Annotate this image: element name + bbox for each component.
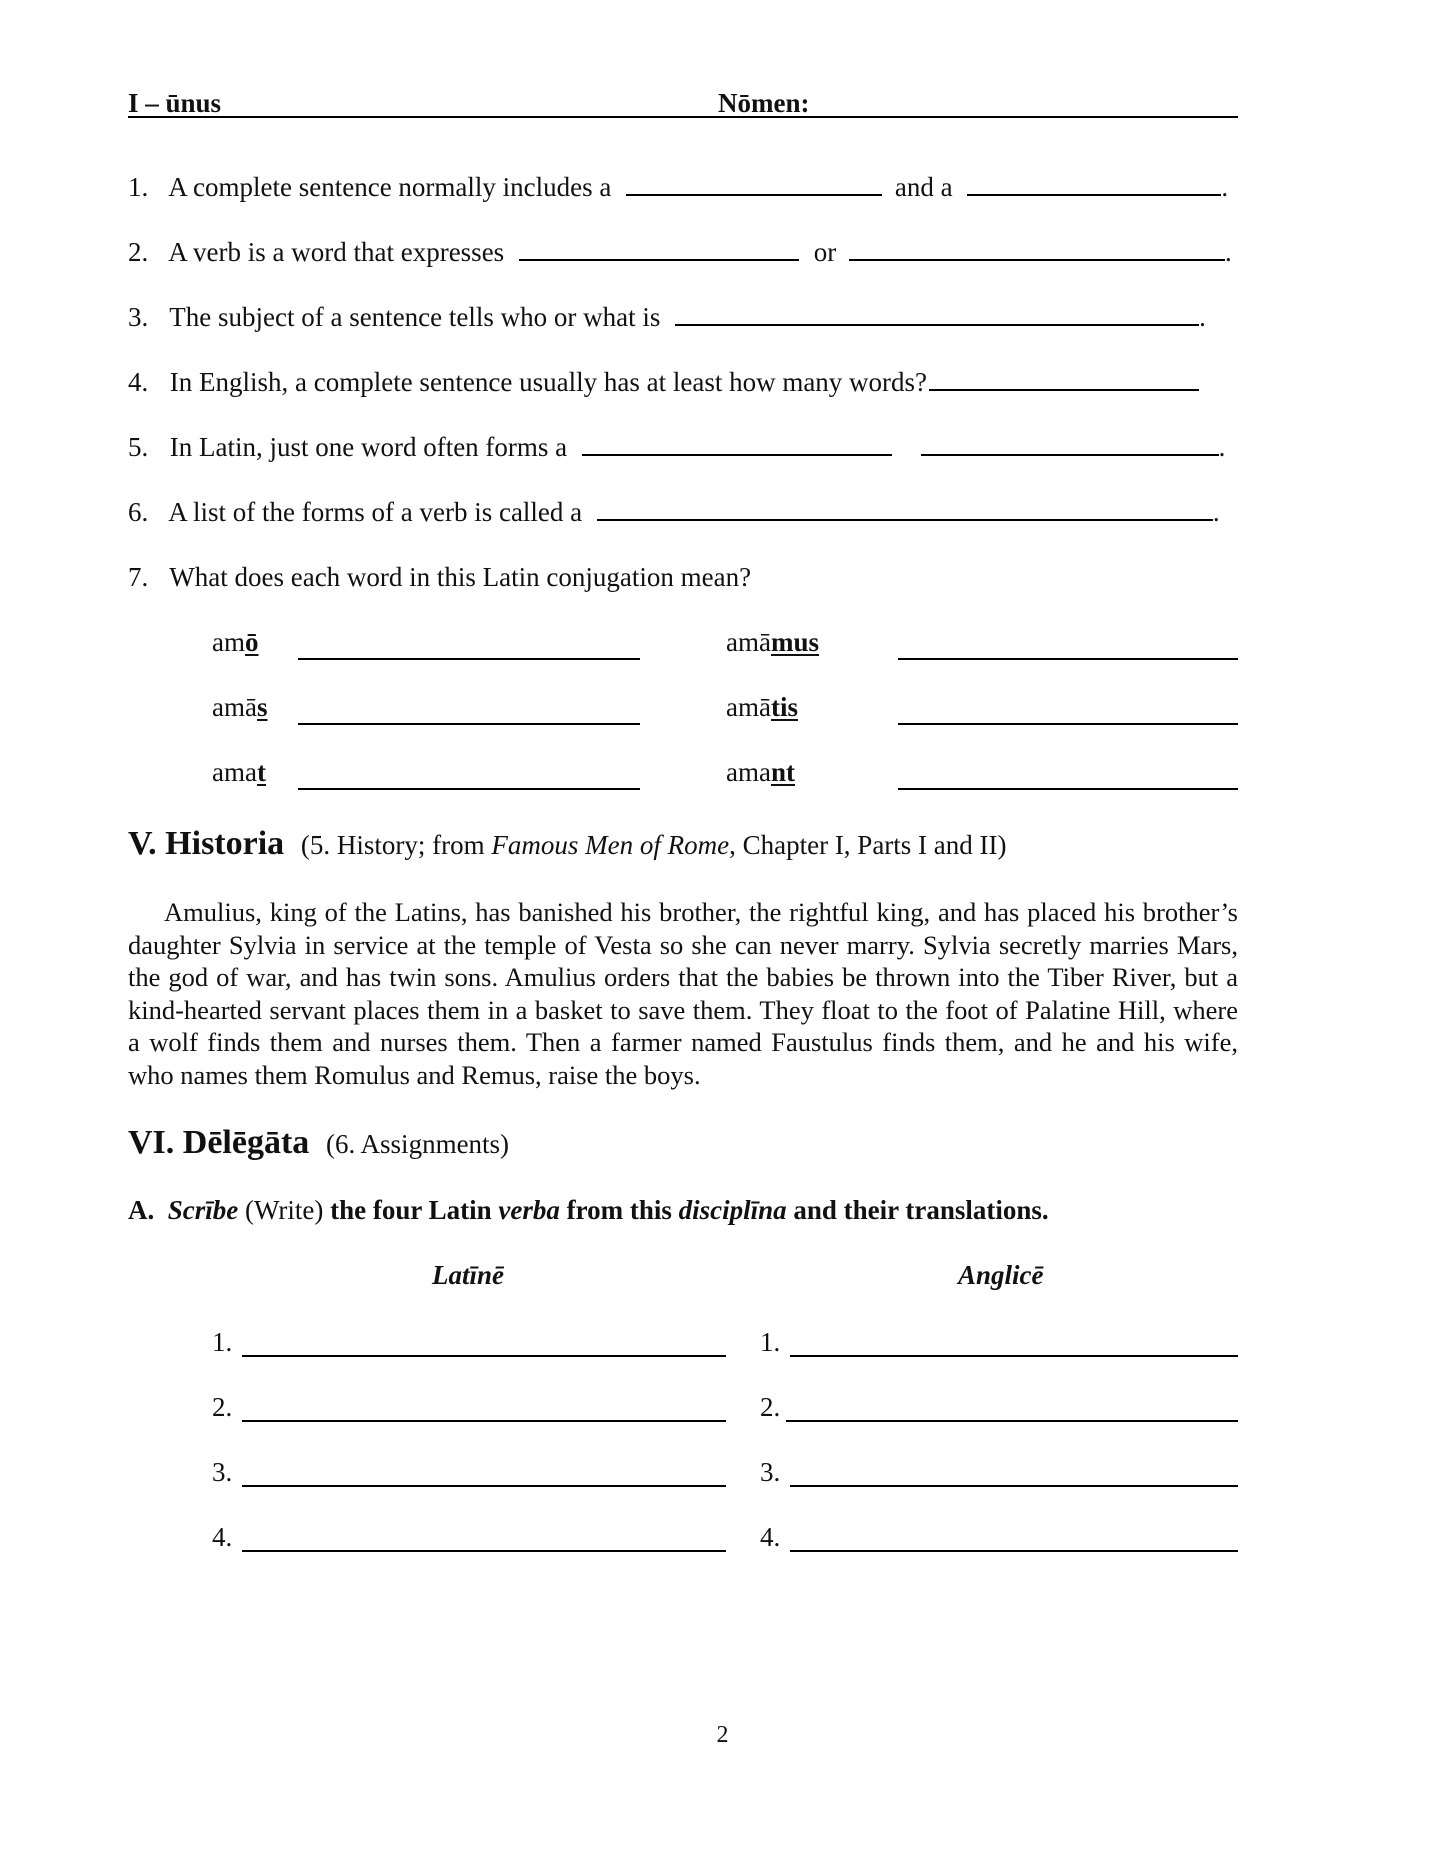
answer-blank[interactable] (597, 497, 1213, 521)
question-2 (128, 237, 1232, 268)
conjugation-blank[interactable] (898, 723, 1238, 725)
answer-blank[interactable] (967, 172, 1221, 196)
question-3 (128, 302, 1206, 333)
conjugation-word: amās (212, 692, 268, 722)
english-answer-line[interactable] (790, 1550, 1238, 1552)
question-6 (128, 497, 1220, 528)
question-text: In English, a complete sentence usually has at least how many words? (169, 367, 928, 397)
question-end: . (1218, 432, 1226, 462)
page-header (128, 88, 1238, 118)
conjugation-word: amat (212, 757, 266, 787)
assignment-instruction: A. Scrībe (Write) the four Latin verba from this disciplīna and their translations. (128, 1195, 1049, 1225)
column-heading-latin: Latīnē (432, 1260, 504, 1290)
question-number: 6. (128, 497, 149, 527)
question-number: 4. (128, 367, 149, 397)
page-number: 2 (716, 1722, 729, 1748)
english-answer-line[interactable] (786, 1420, 1238, 1422)
historia-paragraph: Amulius, king of the Latins, has banished his brother, the rightful king, and has placed his brother’s daughter Sylvia in service at the temple of Vesta so she can never marry. Sylvia secretly marries Mars, the god of war, and has twin sons. Amulius orders that the babies be thrown into the Tiber River, but a kind-hearted servant places them in a basket to save them. They float to the foot of Palatine Hill, where a wolf finds them and nurses them. Then a farmer named Faustulus finds them, and he and his wife, who names them Romulus and Remus, raise the boys. (128, 897, 1238, 1090)
latin-answer-line[interactable] (242, 1355, 726, 1357)
question-number: 2. (128, 237, 149, 267)
conjugation-word: amant (726, 757, 795, 787)
conjugation-blank[interactable] (298, 658, 640, 660)
delegata-heading: VI. Dēlēgāta (6. Assignments) (128, 1124, 510, 1161)
question-number: 5. (128, 432, 149, 462)
latin-answer-line[interactable] (242, 1550, 726, 1552)
answer-blank[interactable] (582, 432, 892, 456)
english-row-number: 3. (760, 1457, 781, 1487)
latin-row-number: 3. (212, 1457, 233, 1487)
english-answer-line[interactable] (790, 1355, 1238, 1357)
latin-row-number: 4. (212, 1522, 233, 1552)
question-7 (128, 562, 751, 593)
question-end: . (1224, 237, 1232, 267)
english-answer-line[interactable] (790, 1485, 1238, 1487)
english-row-number: 1. (760, 1327, 781, 1357)
conjugation-word: amō (212, 627, 259, 657)
conjugation-blank[interactable] (898, 658, 1238, 660)
question-connector: and a (894, 172, 953, 202)
question-end: . (1212, 497, 1220, 527)
answer-blank[interactable] (626, 172, 882, 196)
question-connector: or (813, 237, 837, 267)
question-4 (128, 367, 1199, 398)
answer-blank[interactable] (849, 237, 1225, 261)
name-label: Nōmen: (718, 88, 810, 118)
question-text: A verb is a word that expresses (168, 237, 505, 267)
question-number: 1. (128, 172, 149, 202)
english-row-number: 4. (760, 1522, 781, 1552)
answer-blank[interactable] (675, 302, 1199, 326)
latin-answer-line[interactable] (242, 1485, 726, 1487)
question-end: . (1221, 172, 1229, 202)
conjugation-word: amātis (726, 692, 798, 722)
column-heading-english: Anglicē (958, 1260, 1044, 1290)
question-number: 7. (128, 562, 149, 592)
question-end: . (1199, 302, 1206, 332)
latin-row-number: 2. (212, 1392, 233, 1422)
latin-row-number: 1. (212, 1327, 233, 1357)
question-text: The subject of a sentence tells who or what is (169, 302, 661, 332)
conjugation-blank[interactable] (298, 723, 640, 725)
historia-heading: V. Historia (5. History; from Famous Men of Rome, Chapter I, Parts I and II) (128, 825, 1007, 862)
conjugation-blank[interactable] (898, 788, 1238, 790)
conjugation-word: amāmus (726, 627, 819, 657)
question-text: In Latin, just one word often forms a (169, 432, 568, 462)
answer-blank[interactable] (921, 432, 1219, 456)
question-text: What does each word in this Latin conjugation mean? (169, 562, 752, 592)
question-text: A complete sentence normally includes a (168, 172, 612, 202)
lesson-label: I – ūnus (128, 88, 222, 118)
english-row-number: 2. (760, 1392, 781, 1422)
question-5 (128, 432, 1225, 463)
question-1 (128, 172, 1228, 203)
latin-answer-line[interactable] (242, 1420, 726, 1422)
answer-blank[interactable] (929, 367, 1199, 391)
conjugation-blank[interactable] (298, 788, 640, 790)
question-text: A list of the forms of a verb is called a (168, 497, 583, 527)
question-number: 3. (128, 302, 149, 332)
answer-blank[interactable] (519, 237, 799, 261)
